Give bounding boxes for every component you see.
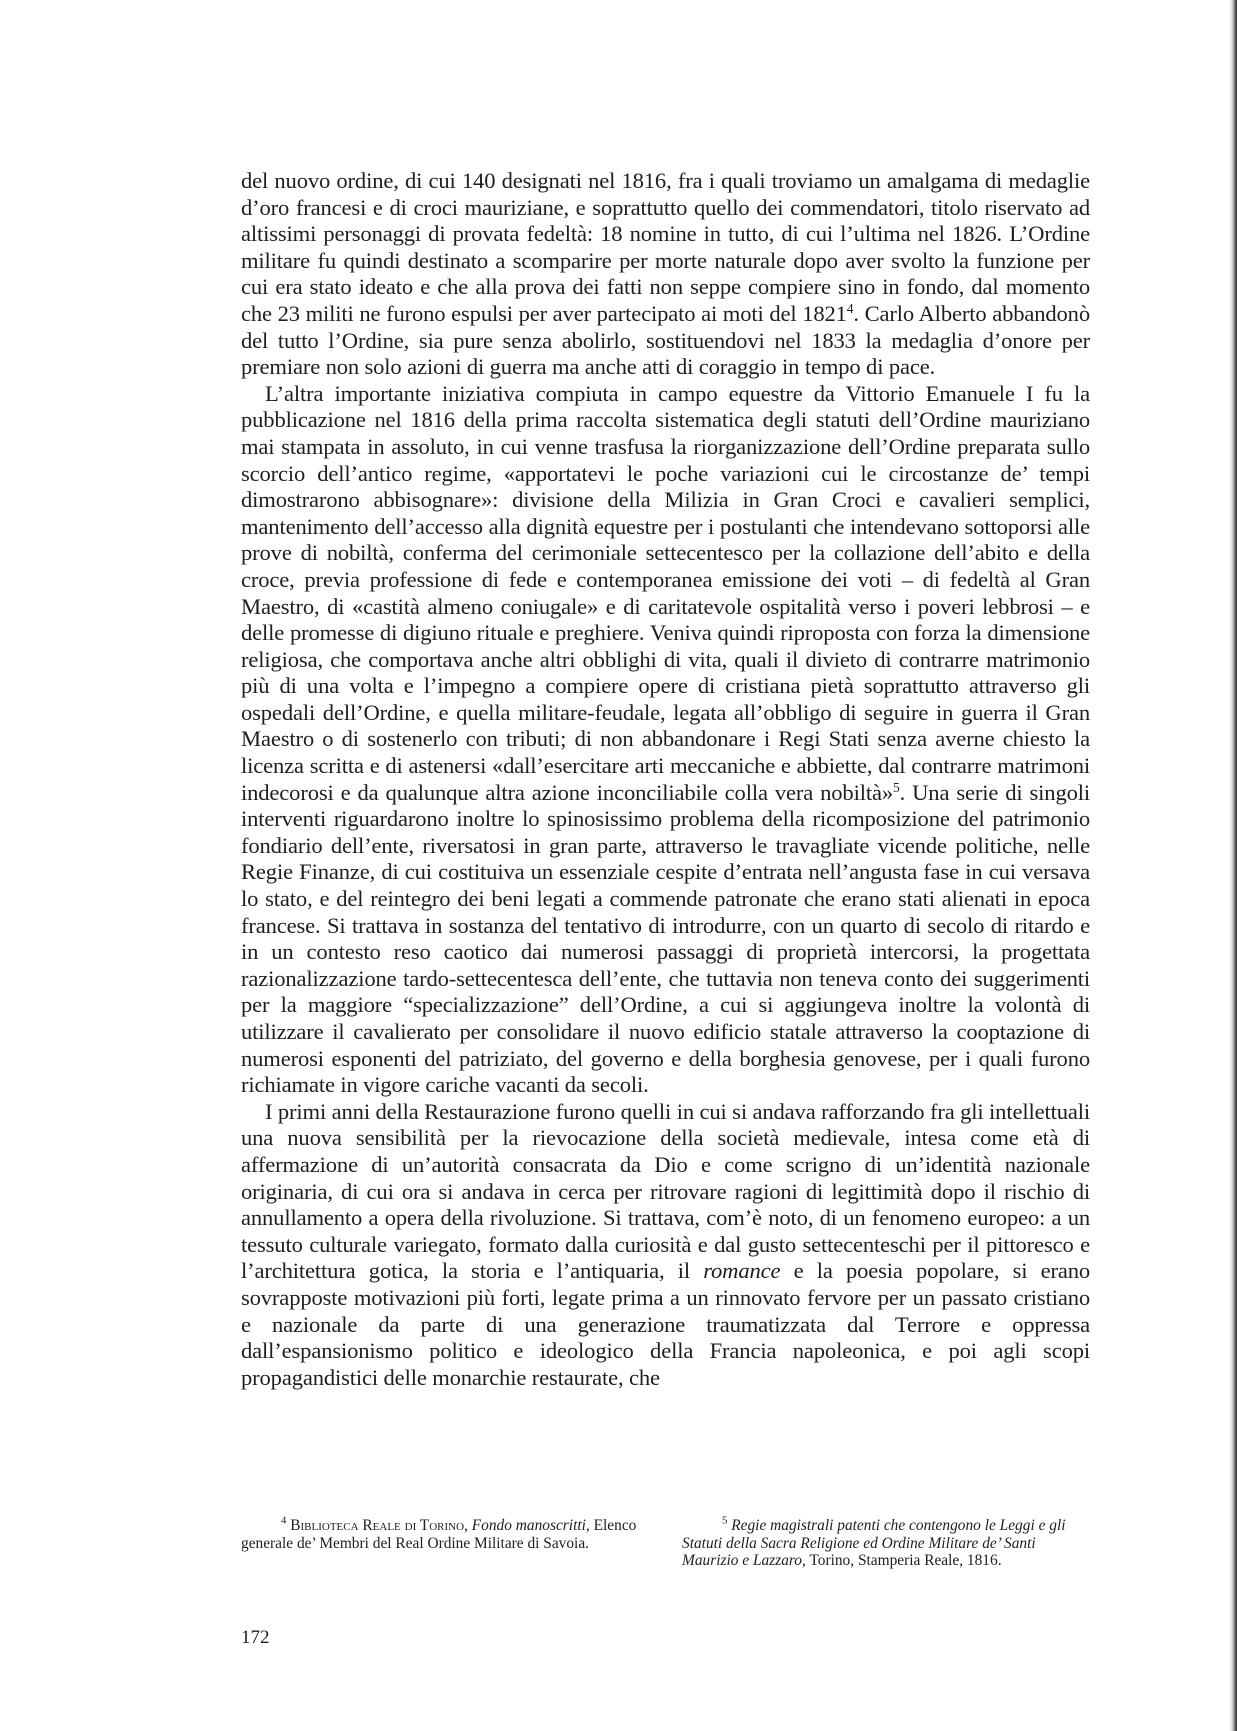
footnote-number: 5 (722, 1514, 728, 1527)
page-number: 172 (241, 1627, 270, 1648)
footnote-text: Elenco generale de’ Membri del Real Ordine Militare di Savoia. (241, 1517, 637, 1552)
paragraph-2 (241, 381, 1090, 1099)
footnote-text: Torino, Stamperia Reale, 1816. (809, 1552, 1002, 1569)
body-text (241, 168, 1090, 1391)
paragraph-3 (241, 1099, 1090, 1392)
paragraph-1-text-b: . Carlo Alberto abbandonò del tutto l’Ordine, sia pure senza abolirlo, sostituendovi nel 1833 la medaglia d’onore per premiare non solo azioni di guerra ma anche atti di coraggio in tempo di pace. (241, 300, 1090, 380)
paragraph-3-text-a: I primi anni della Restaurazione furono quelli in cui si andava rafforzando fra gli intellettuali una nuova sensibilità per la rievocazione della società medievale, intesa come età di affermazione di un’autorità consacrata da Dio e come scrigno di un’identità nazionale originaria, di cui ora si andava in cerca per ritrovare ragioni di legittimità dopo il rischio di annullamento a opera della rivoluzione. Si trattava, com’è noto, di un fenomeno europeo: a un tessuto culturale variegato, formato dalla curiosità e dal gusto settecenteschi per il pittoresco e l’architettura gotica, la storia e l’antiquaria, il (241, 1098, 1090, 1284)
footnote-5 (682, 1514, 1090, 1570)
footnotes (241, 1514, 1090, 1570)
paragraph-1 (241, 168, 1090, 381)
footnote-4 (241, 1514, 649, 1570)
footnote-title: Regie magistrali patenti che contengono le Leggi e gli Statuti della Sacra Religione ed Ordine Militare de’ Santi Maurizio e Lazzaro, (682, 1517, 1066, 1569)
page-edge-shadow (1229, 0, 1237, 1731)
paragraph-2-text-a: L’altra importante iniziativa compiuta in campo equestre da Vittorio Emanuele I fu la pubblicazione nel 1816 della prima raccolta sistematica degli statuti dell’Ordine mauriziano mai stampata in assoluto, in cui venne trasfusa la riorganizzazione dell’Ordine preparata sullo scorcio dell’antico regime, «apportatevi le poche variazioni cui le circostanze de’ tempi dimostrarono abbisognare»: divisione della Milizia in Gran Croci e cavalieri semplici, mantenimento dell’accesso alla dignità equestre per i postulanti che intendevano sottoporsi alle prove di nobiltà, conferma del cerimoniale settecentesco per la collazione dell’abito e della croce, previa professione di fede e contemporanea emissione dei voti – di fedeltà al Gran Maestro, di «castità almeno coniugale» e di caritatevole ospitalità verso i poveri lebbrosi – e delle promesse di digiuno rituale e preghiere. Veniva quindi riproposta con forza la dimensione religiosa, che comportava anche altri obblighi di vita, quali il divieto di contrarre matrimonio più di una volta e l’impegno a compiere opere di cristiana pietà soprattutto attraverso gli ospedali dell’Ordine, e quella militare-feudale, legata all’obbligo di seguire in guerra il Gran Maestro o di sostenerlo con tributi; di non abbandonare i Regi Stati senza averne chiesto la licenza scritta e di astenersi «dall’esercitare arti meccaniche e abbiette, dal contrarre matrimoni indecorosi e da qualunque altra azione inconciliabile colla vera nobiltà» (241, 380, 1090, 805)
footnote-ref-5[interactable]: 5 (893, 779, 900, 795)
footnote-ref-4[interactable]: 4 (846, 300, 854, 316)
footnote-title: Fondo manoscritti, (471, 1517, 590, 1534)
footnote-number: 4 (281, 1514, 287, 1527)
paragraph-1-text-a: del nuovo ordine, di cui 140 designati nel 1816, fra i quali troviamo un amalgama di medaglie d’oro francesi e di croci mauriziane, e soprattutto quello dei commendatori, titolo riservato ad altissimi personaggi di provata fedeltà: 18 nomine in tutto, di cui l’ultima nel 1826. L’Ordine militare fu quindi destinato a scomparire per morte naturale dopo aver svolto la funzione per cui era stato ideato e che alla prova dei fatti non seppe compiere sino in fondo, dal momento che 23 militi ne furono espulsi per aver partecipato ai moti del 1821 (241, 168, 1090, 326)
paragraph-3-text-b: e la poesia popolare, si erano sovrapposte motivazioni più forti, legate prima a un rinnovato fervore per un passato cristiano e nazionale da parte di una generazione traumatizzata dal Terrore e oppressa dall’espansionismo politico e ideologico della Francia napoleonica, e poi agli scopi propagandistici delle monarchie restaurate, che (241, 1258, 1091, 1390)
footnote-author: Biblioteca Reale di Torino, (290, 1517, 468, 1534)
paragraph-3-italic: romance (703, 1258, 781, 1284)
paragraph-2-text-b: . Una serie di singoli interventi riguardarono inoltre lo spinosissimo problema della ricomposizione del patrimonio fondiario dell’ente, riversatosi in gran parte, attraverso le travagliate vicende politiche, nelle Regie Finanze, di cui costituiva un essenziale cespite d’entrata nell’angusta fase in cui versava lo stato, e del reintegro dei beni legati a commende patronate che erano stati alienati in epoca francese. Si trattava in sostanza del tentativo di introdurre, con un quarto di secolo di ritardo e in un contesto reso caotico dai numerosi passaggi di proprietà intercorsi, la progettata razionalizzazione tardo-settecentesca dell’ente, che tuttavia non teneva conto dei suggerimenti per la maggiore “specializzazione” dell’Ordine, a cui si aggiungeva inoltre la volontà di utilizzare il cavalierato per consolidare il nuovo edificio statale attraverso la cooptazione di numerosi esponenti del patriziato, del governo e della borghesia genovese, per i quali furono richiamate in vigore cariche vacanti da secoli. (241, 779, 1091, 1098)
